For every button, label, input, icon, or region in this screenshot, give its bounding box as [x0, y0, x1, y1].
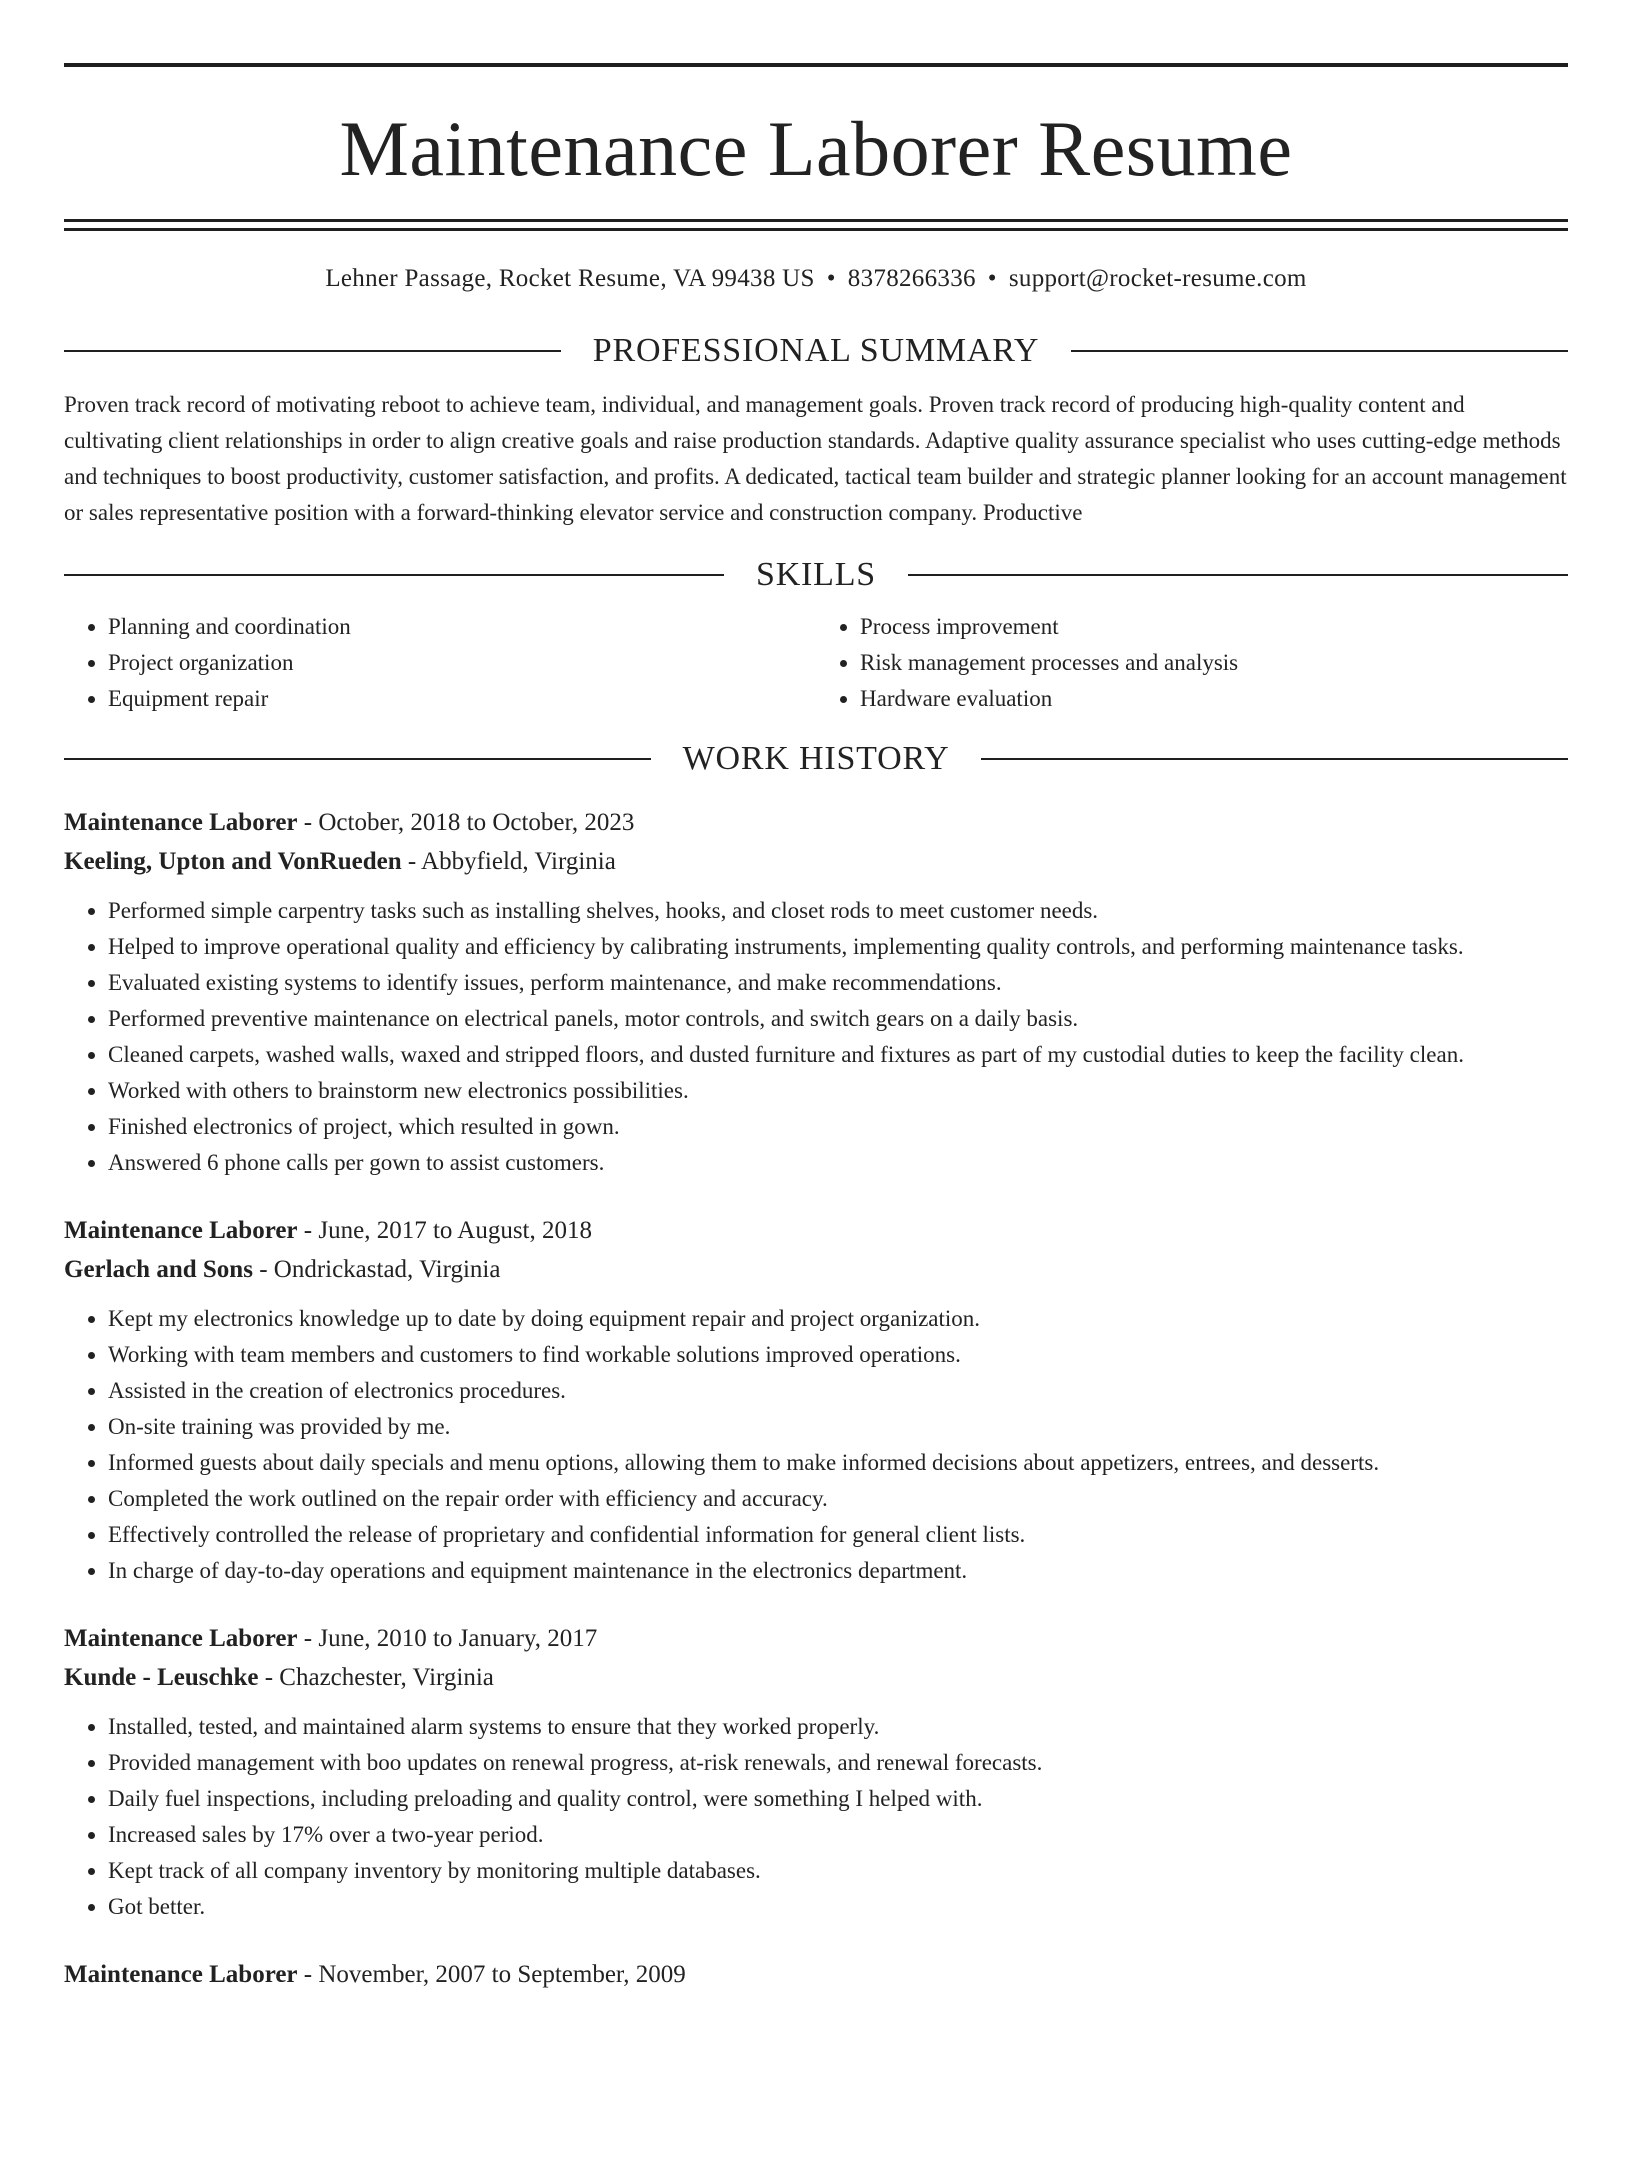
job-company: Keeling, Upton and VonRueden: [64, 848, 402, 875]
job-title: Maintenance Laborer: [64, 809, 298, 836]
skills-heading: [64, 555, 1568, 595]
job-title: Maintenance Laborer: [64, 1625, 298, 1652]
job-location: - Abbyfield, Virginia: [401, 848, 616, 875]
skills-heading-label: SKILLS: [755, 556, 877, 593]
heading-rule: [908, 574, 1568, 576]
job-company: Kunde - Leuschke: [64, 1664, 259, 1691]
duty-item: • Kept track of all company inventory by monitoring multiple databases.: [108, 1853, 1568, 1889]
duty-item: • Kept my electronics knowledge up to date by doing equipment repair and project organization.: [108, 1301, 1568, 1337]
job-title-line: [64, 1211, 1568, 1250]
job-entry: [64, 1955, 1568, 1994]
job-dates: - June, 2010 to January, 2017: [297, 1625, 598, 1652]
duty-item: • Increased sales by 17% over a two-year period.: [108, 1817, 1568, 1853]
duty-item: • Daily fuel inspections, including preloading and quality control, were something I helped with.: [108, 1781, 1568, 1817]
summary-heading: [64, 331, 1568, 371]
skill-item: • Project organization: [108, 645, 816, 681]
job-dates: - October, 2018 to October, 2023: [297, 809, 635, 836]
duty-item: • Answered 6 phone calls per gown to assist customers.: [108, 1145, 1568, 1181]
resume-page: [0, 63, 1632, 2175]
summary-text: Proven track record of motivating reboot to achieve team, individual, and management goals. Proven track record of producing high-quality content and cultivating client relationships in order to align creative goals and raise production standards. Adaptive quality assurance specialist who uses cutting-edge methods and techniques to boost productivity, customer satisfaction, and profits. A dedicated, tactical team builder and strategic planner looking for an account management or sales representative position with a forward-thinking elevator service and construction company. Productive: [64, 392, 1567, 525]
heading-rule: [981, 758, 1568, 760]
skill-item: • Hardware evaluation: [860, 681, 1568, 717]
duty-item: • Provided management with boo updates on renewal progress, at-risk renewals, and renewal forecasts.: [108, 1745, 1568, 1781]
job-title: Maintenance Laborer: [64, 1217, 298, 1244]
job-entry: [64, 1619, 1568, 1925]
job-dates: - November, 2007 to September, 2009: [297, 1961, 686, 1988]
duty-item: • In charge of day-to-day operations and equipment maintenance in the electronics department.: [108, 1553, 1568, 1589]
skills-column-left: [64, 609, 816, 717]
job-duties: [64, 1709, 1568, 1925]
duty-item: • Completed the work outlined on the repair order with efficiency and accuracy.: [108, 1481, 1568, 1517]
work-history-heading-label: WORK HISTORY: [682, 740, 950, 777]
top-rule: [64, 63, 1568, 67]
skills-list: [64, 609, 1568, 717]
duty-item: • Helped to improve operational quality and efficiency by calibrating instruments, implementing quality controls, and performing maintenance tasks.: [108, 929, 1568, 965]
skills-column-right: [816, 609, 1568, 717]
job-title: Maintenance Laborer: [64, 1961, 298, 1988]
skill-item: • Equipment repair: [108, 681, 816, 717]
resume-title: Maintenance Laborer Resume: [339, 105, 1293, 192]
job-company: Gerlach and Sons: [64, 1256, 253, 1283]
job-location: - Ondrickastad, Virginia: [252, 1256, 501, 1283]
duty-item: • Installed, tested, and maintained alarm systems to ensure that they worked properly.: [108, 1709, 1568, 1745]
duty-item: • Got better.: [108, 1889, 1568, 1925]
contact-email: support@rocket-resume.com: [1008, 265, 1307, 292]
contact-phone: 8378266336: [847, 265, 976, 292]
job-duties: [64, 1301, 1568, 1589]
job-company-line: [64, 842, 1568, 881]
job-duties: [64, 893, 1568, 1181]
duty-item: • Effectively controlled the release of proprietary and confidential information for general client lists.: [108, 1517, 1568, 1553]
heading-rule: [64, 574, 724, 576]
heading-rule: [1071, 350, 1568, 352]
job-location: - Chazchester, Virginia: [258, 1664, 494, 1691]
heading-rule: [64, 350, 561, 352]
job-title-line: [64, 803, 1568, 842]
duty-item: • Finished electronics of project, which resulted in gown.: [108, 1109, 1568, 1145]
heading-rule: [64, 758, 651, 760]
duty-item: • Worked with others to brainstorm new electronics possibilities.: [108, 1073, 1568, 1109]
contact-separator: •: [987, 265, 997, 292]
skill-item: • Planning and coordination: [108, 609, 816, 645]
job-entry: [64, 1211, 1568, 1589]
duty-item: • Assisted in the creation of electronics procedures.: [108, 1373, 1568, 1409]
summary-heading-label: PROFESSIONAL SUMMARY: [592, 332, 1040, 369]
job-entry: [64, 803, 1568, 1181]
duty-item: • Performed simple carpentry tasks such as installing shelves, hooks, and closet rods to meet customer needs.: [108, 893, 1568, 929]
job-company-line: [64, 1250, 1568, 1289]
duty-item: • Performed preventive maintenance on electrical panels, motor controls, and switch gears on a daily basis.: [108, 1001, 1568, 1037]
contact-line: [64, 263, 1568, 295]
skill-item: • Risk management processes and analysis: [860, 645, 1568, 681]
contact-address: Lehner Passage, Rocket Resume, VA 99438 US: [325, 265, 815, 292]
duty-item: • On-site training was provided by me.: [108, 1409, 1568, 1445]
skill-item: • Process improvement: [860, 609, 1568, 645]
job-title-line: [64, 1619, 1568, 1658]
title-double-rule: [64, 219, 1568, 231]
contact-separator: •: [826, 265, 836, 292]
work-history-heading: [64, 739, 1568, 779]
job-company-line: [64, 1658, 1568, 1697]
duty-item: • Working with team members and customers to find workable solutions improved operations.: [108, 1337, 1568, 1373]
duty-item: • Cleaned carpets, washed walls, waxed and stripped floors, and dusted furniture and fixtures as part of my custodial duties to keep the facility clean.: [108, 1037, 1568, 1073]
job-title-line: [64, 1955, 1568, 1994]
duty-item: • Informed guests about daily specials and menu options, allowing them to make informed decisions about appetizers, entrees, and desserts.: [108, 1445, 1568, 1481]
duty-item: • Evaluated existing systems to identify issues, perform maintenance, and make recommendations.: [108, 965, 1568, 1001]
job-dates: - June, 2017 to August, 2018: [297, 1217, 592, 1244]
